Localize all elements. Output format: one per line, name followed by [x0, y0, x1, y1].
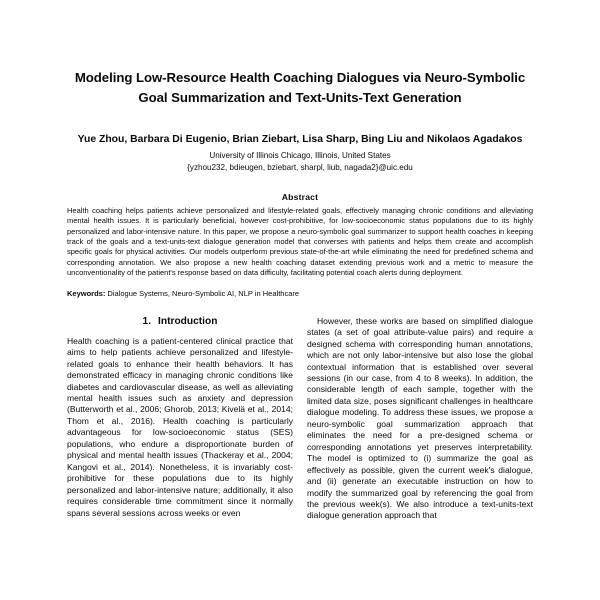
- abstract-section: [67, 174, 533, 278]
- column-left: [67, 316, 293, 519]
- author-list: Yue Zhou, Barbara Di Eugenio, Brian Ziebart, Lisa Sharp, Bing Liu and Nikolaos Agadakos: [77, 134, 523, 145]
- keywords-label: Keywords:: [67, 289, 106, 299]
- section-number: 1.: [142, 315, 152, 327]
- abstract-heading: Abstract: [281, 192, 319, 202]
- column-right: [307, 316, 533, 522]
- affiliation: University of Illinois Chicago, Illinois, United States: [209, 151, 391, 160]
- section-heading-introduction: [67, 316, 293, 327]
- intro-paragraph-left: Health coaching is a patient-centered clinical practice that aims to help patients achieve personalized and lifestyle-related goals to enhance their health behaviors. It has demonstrated efficacy in managing chronic conditions like diabetes and cardiovascular disease, as well as alleviating mental health issues such as anxiety and depression (Butterworth et al., 2006; Ghorob, 2013; Kivelä et al., 2014; Thom et al., 2016). Health coaching is particularly advantageous for low-socioeconomic status (SES) populations, who endure a disproportionate burden of physical and mental health issues (Thackeray et al., 2004; Kangovi et al., 2014). Nonetheless, it is invariably cost-prohibitive for these populations due to its highly personalized and labor-intensive nature; additionally, it also requires considerable time commitment since it normally spans several sessions across weeks or even: [67, 335, 293, 518]
- author-emails: {yzhou232, bdieugen, bziebart, sharpl, liub, nagada2}@uic.edu: [187, 163, 413, 172]
- keywords-line: [67, 278, 533, 299]
- page-title: Modeling Low-Resource Health Coaching Dialogues via Neuro-Symbolic Goal Summarization and Text-Units-Text Generation: [74, 70, 526, 105]
- section-title: Introduction: [158, 315, 218, 327]
- intro-paragraph-right: However, these works are based on simplified dialogue states (a set of goal attribute-value pairs) and require a designed schema with corresponding human annotations, which are not only labor-intensive but also lose the global contextual information that is established over several sessions (in our case, from 4 to 8 weeks). In addition, the considerable length of each sample, together with the limited data size, poses significant challenges in healthcare dialogue modeling. To address these issues, we propose a neuro-symbolic goal summarization approach that eliminates the need for a pre-designed schema or corresponding annotations yet preserves interpretability. The model is optimized to (i) summarize the goal as effectively as possible, given the current week's dialogue, and (ii) generate an executable instruction on how to modify the summarized goal by referencing the goal from the previous week(s). We also introduce a text-units-text dialogue generation approach that: [307, 315, 533, 521]
- body-columns: [67, 300, 533, 522]
- keywords-value: Dialogue Systems, Neuro-Symbolic AI, NLP in Healthcare: [105, 289, 300, 299]
- abstract-text: Health coaching helps patients achieve personalized and lifestyle-related goals, effectively managing chronic conditions and alleviating mental health issues. It is particularly beneficial, however cost-prohibitive, for low-socioeconomic status populations due to its highly personalized and labor-intensive nature. In this paper, we propose a neuro-symbolic goal summarizer to support health coaches in keeping track of the goals and a text-units-text dialogue generation model that converses with patients and helps them create and accomplish specific goals for physical activities. Our models outperform previous state-of-the-art while eliminating the need for predefined schema and corresponding annotation. We also propose a new health coaching dataset extending previous work and a metric to measure the unconventionality of the patient's response based on data difficulty, facilitating potential coach alerts during deployment.: [67, 206, 533, 278]
